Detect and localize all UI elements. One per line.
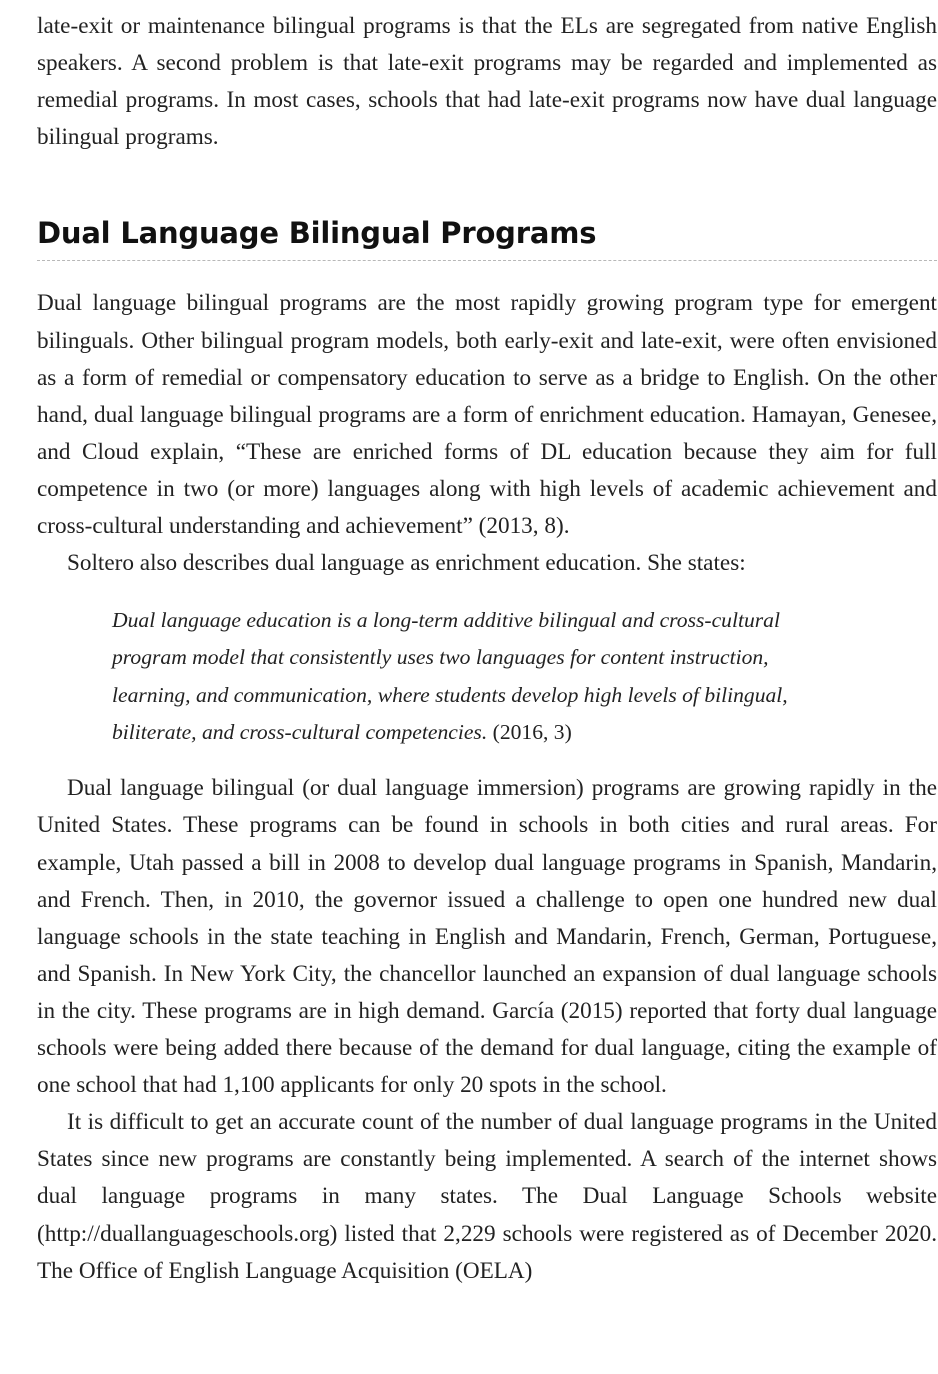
quote-text: Dual language education is a long-term additive bilingual and cross-cultural program model that consistently uses two languages for content instruction, learning, and communication, where students develop high levels of bilingual, biliterate, and cross-cultural competencies.: [112, 608, 788, 745]
section-heading: Dual Language Bilingual Programs: [37, 213, 937, 261]
intro-paragraph: late-exit or maintenance bilingual programs is that the ELs are segregated from native English speakers. A second problem is that late-exit programs may be regarded and implemented as remedial programs. In most cases, schools that had late-exit programs now have dual language bilingual programs.: [37, 13, 937, 151]
quote-citation: (2016, 3): [492, 720, 572, 745]
body-paragraph: Dual language bilingual programs are the most rapidly growing program type for emergent bilinguals. Other bilingual program models, both early-exit and late-exit, were often envisioned as a form of remedial or compensatory education to serve as a bridge to English. On the other hand, dual language bilingual programs are a form of enrichment education. Hamayan, Genesee, and Cloud explain, “These are enriched forms of DL education because they aim for full competence in two (or more) languages along with high levels of academic achievement and cross-cultural understanding and achievement” (2013, 8).: [37, 290, 937, 539]
body-paragraph: It is difficult to get an accurate count of the number of dual language programs in the United States since new programs are constantly being implemented. A search of the internet shows dual language programs in many states. The Dual Language Schools website (http://duallanguageschools.org) listed that 2,229 schools were registered as of December 2020. The Office of English Language Acquisition (OELA): [37, 1109, 937, 1284]
body-paragraph: Soltero also describes dual language as enrichment education. She states:: [67, 550, 746, 577]
body-paragraph: Dual language bilingual (or dual language immersion) programs are growing rapidly in the United States. These programs can be found in schools in both cities and rural areas. For example, Utah passed a bill in 2008 to develop dual language programs in Spanish, Mandarin, and French. Then, in 2010, the governor issued a challenge to open one hundred new dual language schools in the state teaching in English and Mandarin, French, German, Portuguese, and Spanish. In New York City, the chancellor launched an expansion of dual language schools in the city. These programs are in high demand. García (2015) reported that forty dual language schools were being added there because of the demand for dual language, citing the example of one school that had 1,100 applicants for only 20 spots in the school.: [37, 775, 937, 1099]
document-page: [37, 8, 937, 1290]
block-quote: [112, 602, 827, 751]
